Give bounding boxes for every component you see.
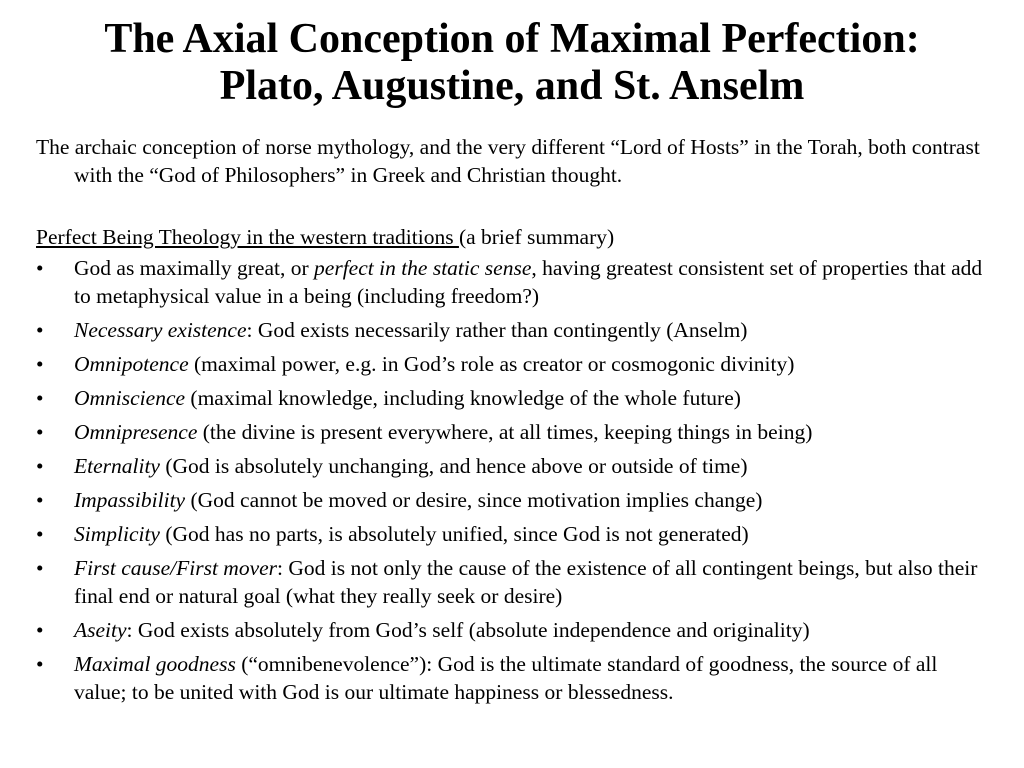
- list-item: [36, 316, 986, 344]
- title-line-1: The Axial Conception of Maximal Perfection:: [104, 16, 920, 62]
- bullet-icon: •: [36, 352, 44, 376]
- bullet-icon: •: [36, 556, 44, 580]
- bullet-icon: •: [36, 318, 44, 342]
- bullet-text: (“omnibenevolence”): God is the ultimate standard of goodness, the source of all value; to be united with God is our ultimate happiness or blessedness.: [74, 652, 938, 704]
- bullet-text: : God exists absolutely from God’s self (absolute independence and originality): [126, 618, 810, 642]
- list-item: [36, 486, 986, 514]
- list-item: [36, 554, 986, 610]
- bullet-text: (God cannot be moved or desire, since motivation implies change): [185, 488, 763, 512]
- bullet-text: (God has no parts, is absolutely unified, since God is not generated): [159, 522, 749, 546]
- bullet-icon: •: [36, 618, 44, 642]
- bullet-text: (the divine is present everywhere, at all times, keeping things in being): [197, 420, 813, 444]
- intro-paragraph: The archaic conception of norse mythology, and the very different “Lord of Hosts” in the Torah, both contrast with the “God of Philosophers” in Greek and Christian thought.: [36, 135, 980, 187]
- list-item: [36, 520, 986, 548]
- section-title: Perfect Being Theology in the western traditions: [36, 225, 459, 249]
- bullet-term: Maximal goodness: [74, 652, 236, 676]
- list-item: [36, 350, 986, 378]
- bullet-text: (God is absolutely unchanging, and hence above or outside of time): [159, 454, 748, 478]
- list-item: [36, 254, 986, 310]
- bullet-term: Impassibility: [74, 488, 186, 512]
- list-item: [36, 650, 986, 706]
- section-heading: [36, 223, 986, 251]
- bullet-icon: •: [36, 488, 44, 512]
- bullet-lead-text: God as maximally great, or: [74, 256, 315, 280]
- bullet-icon: •: [36, 386, 44, 410]
- bullet-term: Omniscience: [74, 386, 186, 410]
- bullet-term: Omnipotence: [74, 352, 189, 376]
- section-subtitle: (a brief summary): [458, 225, 615, 249]
- bullet-icon: •: [36, 454, 44, 478]
- bullet-text: (maximal knowledge, including knowledge of the whole future): [185, 386, 741, 410]
- bullet-icon: •: [36, 522, 44, 546]
- list-item: [36, 616, 986, 644]
- bullet-term: Omnipresence: [74, 420, 198, 444]
- bullet-term: perfect in the static sense: [314, 256, 532, 280]
- slide-body: [36, 133, 986, 706]
- bullet-term: Aseity: [74, 618, 127, 642]
- list-item: [36, 418, 986, 446]
- bullet-icon: •: [36, 652, 44, 676]
- title-line-2: Plato, Augustine, and St. Anselm: [219, 63, 805, 109]
- bullet-icon: •: [36, 420, 44, 444]
- bullet-icon: •: [36, 256, 44, 280]
- bullet-term: First cause/First mover: [74, 556, 278, 580]
- bullet-text: : God is not only the cause of the existence of all contingent beings, but also their final end or natural goal (what they really seek or desire): [74, 556, 978, 608]
- bullet-text: : God exists necessarily rather than contingently (Anselm): [246, 318, 748, 342]
- list-item: [36, 384, 986, 412]
- bullet-text: (maximal power, e.g. in God’s role as creator or cosmogonic divinity): [188, 352, 795, 376]
- slide-title: [20, 16, 1004, 110]
- bullet-term: Simplicity: [74, 522, 160, 546]
- bullet-text: , having greatest consistent set of properties that add to metaphysical value in a being (including freedom?): [74, 256, 983, 308]
- bullet-term: Necessary existence: [74, 318, 247, 342]
- list-item: [36, 452, 986, 480]
- bullet-term: Eternality: [74, 454, 160, 478]
- bullet-list: [36, 254, 986, 706]
